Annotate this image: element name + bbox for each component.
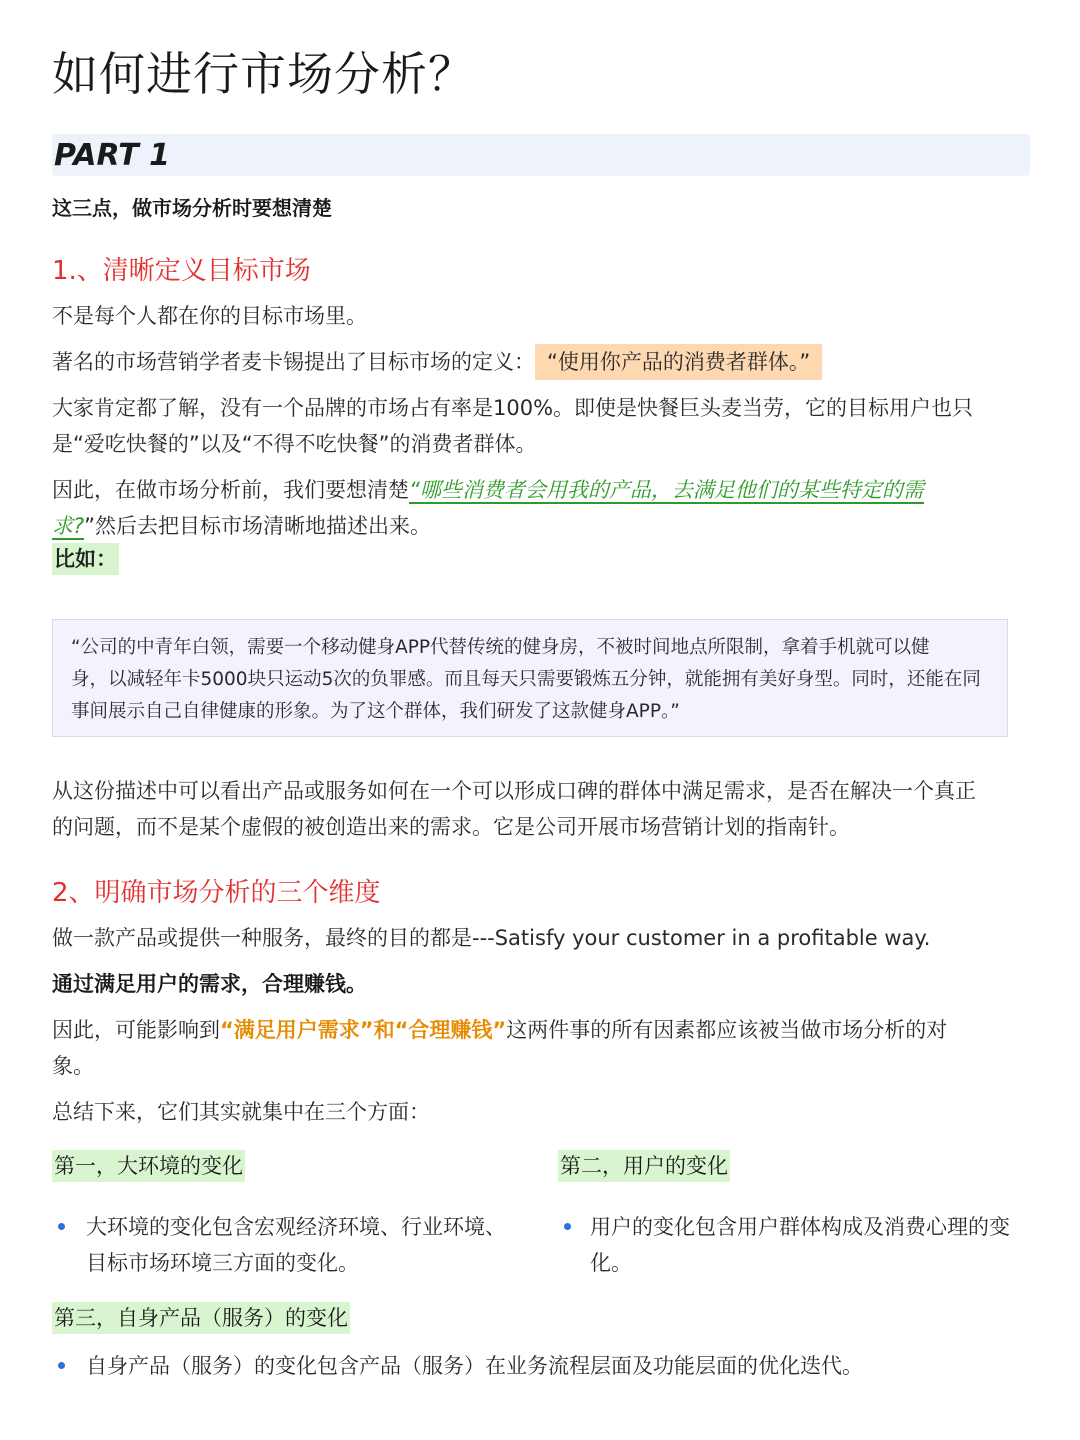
aspect-1-line2: 目标市场环境三方面的变化。 <box>86 1251 359 1275</box>
part-band <box>52 134 1030 176</box>
quote-line-3: 事间展示自己自律健康的形象。为了这个群体，我们研发了这款健身APP。” <box>71 701 680 722</box>
s1-p4-suffix: ”然后去把目标市场清晰地描述出来。 <box>84 514 432 538</box>
definition-highlight: “使用你产品的消费者群体。” <box>535 344 822 380</box>
s2-paragraph-2: 通过满足用户的需求，合理赚钱。 <box>52 972 367 996</box>
s1-p2-text: 著名的市场营销学者麦卡锡提出了目标市场的定义： <box>52 350 535 374</box>
aspect-2-line1: 用户的变化包含用户群体构成及消费心理的变 <box>590 1215 1010 1239</box>
s1-paragraph-3 <box>52 390 973 462</box>
bullet-icon <box>58 1223 65 1230</box>
key-question-link-cont[interactable]: 求? <box>52 514 85 538</box>
aspect-1-desc <box>86 1209 506 1281</box>
s1-paragraph-4 <box>52 472 924 544</box>
example-label-text: 比如： <box>52 543 119 575</box>
s1-p3-line2: 是“爱吃快餐的”以及“不得不吃快餐”的消费者群体。 <box>52 432 537 456</box>
aspect-1-label-text: 第一，大环境的变化 <box>52 1150 245 1182</box>
page-title: 如何进行市场分析？ <box>52 47 475 101</box>
s2-paragraph-4: 总结下来，它们其实就集中在三个方面： <box>52 1100 430 1124</box>
aspect-3-label-text: 第三，自身产品（服务）的变化 <box>52 1302 350 1334</box>
s2-p3-suffix: 这两件事的所有因素都应该被当做市场分析的对 <box>506 1018 948 1042</box>
part-heading: PART 1 <box>54 138 170 173</box>
s1-paragraph-1: 不是每个人都在你的目标市场里。 <box>52 304 367 328</box>
aspect-2-label-text: 第二，用户的变化 <box>558 1150 730 1182</box>
s1-paragraph-5 <box>52 773 976 845</box>
aspect-1-line1: 大环境的变化包含宏观经济环境、行业环境、 <box>86 1215 506 1239</box>
s2-p3-line2: 象。 <box>52 1054 94 1078</box>
quote-line-1: “公司的中青年白领，需要一个移动健身APP代替传统的健身房，不被时间地点所限制，拿着手机就可以健 <box>71 637 930 658</box>
key-question-link[interactable]: “哪些消费者会用我的产品，去满足他们的某些特定的需 <box>409 478 924 502</box>
s2-p3-prefix: 因此，可能影响到 <box>52 1018 220 1042</box>
aspect-2-line2: 化。 <box>590 1251 632 1275</box>
quote-line-2: 身，以减轻年卡5000块只运动5次的负罪感。而且每天只需要锻炼五分钟，就能拥有美好身型。同时，还能在同 <box>71 669 981 690</box>
s1-p5-line1: 从这份描述中可以看出产品或服务如何在一个可以形成口碑的群体中满足需求，是否在解决一个真正 <box>52 779 976 803</box>
section1-heading: 1.、清晰定义目标市场 <box>52 256 311 286</box>
aspect-2-desc <box>590 1209 1010 1281</box>
aspect-2-label <box>558 1150 730 1180</box>
bullet-icon <box>564 1223 571 1230</box>
part-subtitle: 这三点，做市场分析时要想清楚 <box>52 196 332 220</box>
s2-p3-emphasis: “满足用户需求”和“合理赚钱” <box>220 1018 507 1042</box>
s2-paragraph-3 <box>52 1012 947 1084</box>
aspect-3-line1: 自身产品（服务）的变化包含产品（服务）在业务流程层面及功能层面的优化迭代。 <box>86 1354 863 1378</box>
aspect-1-label <box>52 1150 245 1180</box>
s1-paragraph-2 <box>52 344 822 380</box>
bullet-icon <box>58 1362 65 1369</box>
s1-p4-prefix: 因此，在做市场分析前，我们要想清楚 <box>52 478 409 502</box>
s1-p3-line1: 大家肯定都了解，没有一个品牌的市场占有率是100%。即使是快餐巨头麦当劳，它的目标用户也只 <box>52 396 974 420</box>
aspect-3-desc <box>86 1348 863 1384</box>
example-label <box>52 543 119 573</box>
s1-p5-line2: 的问题，而不是某个虚假的被创造出来的需求。它是公司开展市场营销计划的指南针。 <box>52 815 850 839</box>
section2-heading: 2、明确市场分析的三个维度 <box>52 878 381 908</box>
example-quote-block <box>52 619 1008 737</box>
s2-paragraph-1: 做一款产品或提供一种服务，最终的目的都是---Satisfy your customer in a profitable way. <box>52 926 931 950</box>
aspect-3-label <box>52 1302 350 1332</box>
